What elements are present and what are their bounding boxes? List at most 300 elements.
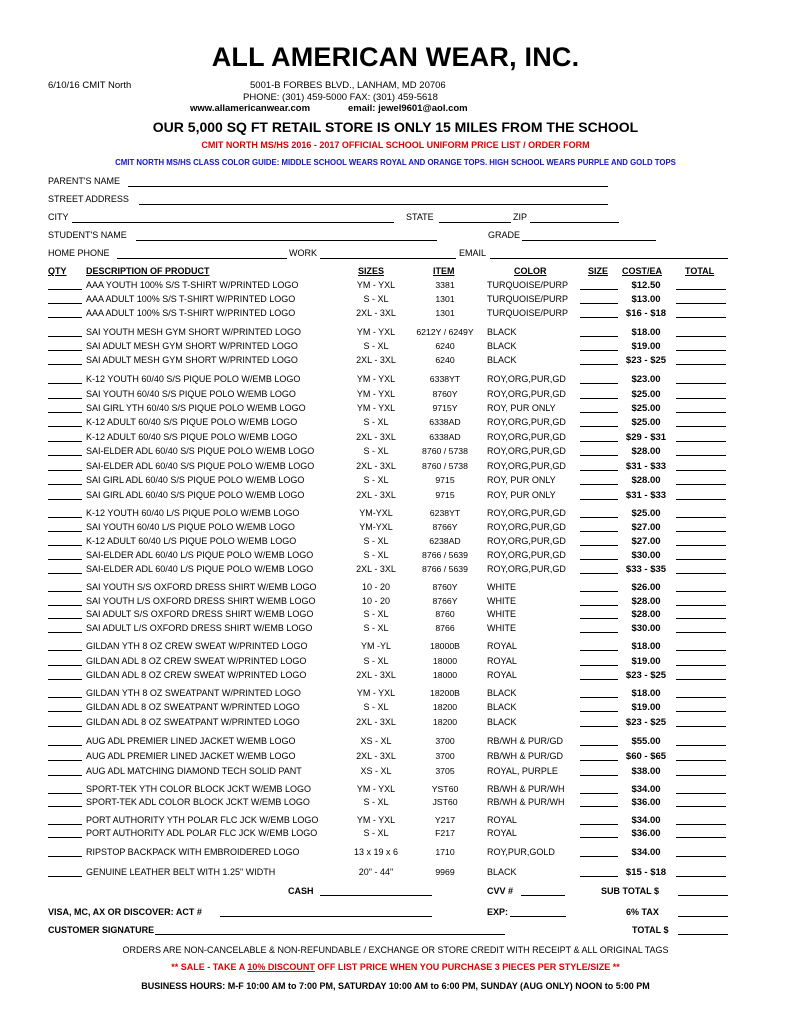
work-label: WORK <box>289 248 317 258</box>
qty-field[interactable] <box>48 697 82 698</box>
total-field[interactable] <box>676 591 726 592</box>
total-field[interactable] <box>676 650 726 651</box>
product-color: ROY,ORG,PUR,GD <box>487 522 566 532</box>
col-description: DESCRIPTION OF PRODUCT <box>86 266 210 276</box>
total-field[interactable] <box>676 726 726 727</box>
qty-field[interactable] <box>48 806 82 807</box>
size-field[interactable] <box>580 398 618 399</box>
color-guide: CMIT NORTH MS/HS CLASS COLOR GUIDE: MIDDLE SCHOOL WEARS ROYAL AND ORANGE TOPS. HIGH SCHOOL WEARS PURPLE AND GOLD TOPS <box>115 158 676 167</box>
total-field[interactable] <box>676 824 726 825</box>
state-field[interactable] <box>439 222 511 223</box>
product-cost: $25.00 <box>631 417 661 428</box>
product-item: 8760Y <box>432 582 458 592</box>
product-color: BLACK <box>487 867 517 877</box>
home-phone-field[interactable] <box>117 258 287 259</box>
total-field[interactable] <box>676 383 726 384</box>
product-description: SAI ADULT S/S OXFORD DRESS SHIRT W/EMB LOGO <box>86 609 314 619</box>
product-color: TURQUOISE/PURP <box>487 280 569 290</box>
product-cost: $23.00 <box>631 374 661 385</box>
qty-field[interactable] <box>48 383 82 384</box>
qty-field[interactable] <box>48 350 82 351</box>
table-row <box>0 355 791 368</box>
product-description: GENUINE LEATHER BELT WITH 1.25" WIDTH <box>86 867 276 877</box>
product-color: ROY,ORG,PUR,GD <box>487 417 566 427</box>
qty-field[interactable] <box>48 711 82 712</box>
product-cost: $25.00 <box>631 403 661 414</box>
student-name-field[interactable] <box>136 240 437 241</box>
qty-field[interactable] <box>48 559 82 560</box>
table-row <box>0 751 791 764</box>
product-sizes: 2XL - 3XL <box>356 751 396 761</box>
product-color: ROY, PUR ONLY <box>487 490 556 500</box>
table-row <box>0 389 791 402</box>
qty-field[interactable] <box>48 499 82 500</box>
street-address-field[interactable] <box>139 204 608 205</box>
size-field[interactable] <box>580 605 618 606</box>
product-item: 3381 <box>435 280 455 290</box>
qty-field[interactable] <box>48 650 82 651</box>
product-item: 9969 <box>435 867 455 877</box>
qty-field[interactable] <box>48 726 82 727</box>
product-description: SPORT-TEK ADL COLOR BLOCK JCKT W/EMB LOGO <box>86 797 310 807</box>
zip-field[interactable] <box>530 222 619 223</box>
size-field[interactable] <box>580 665 618 666</box>
product-cost: $30.00 <box>631 550 661 561</box>
size-field[interactable] <box>580 383 618 384</box>
total-field[interactable] <box>676 760 726 761</box>
product-item: 8766Y <box>432 522 458 532</box>
product-cost: $27.00 <box>631 536 661 547</box>
product-sizes: YM - YXL <box>356 815 396 825</box>
total-field[interactable] <box>676 426 726 427</box>
product-sizes: S - XL <box>363 623 389 633</box>
size-field[interactable] <box>580 303 618 304</box>
table-row <box>0 736 791 749</box>
product-sizes: S - XL <box>363 475 389 485</box>
product-color: ROY,ORG,PUR,GD <box>487 508 566 518</box>
product-sizes: S - XL <box>363 656 389 666</box>
table-row <box>0 403 791 416</box>
product-description: AUG ADL MATCHING DIAMOND TECH SOLID PANT <box>86 766 302 776</box>
grade-label: GRADE <box>488 230 521 240</box>
qty-field[interactable] <box>48 775 82 776</box>
total-field[interactable] <box>676 470 726 471</box>
product-cost: $25.00 <box>631 508 661 519</box>
product-item: 9715 <box>435 490 455 500</box>
product-sizes: S - XL <box>363 550 389 560</box>
product-cost: $16 - $18 <box>625 308 667 319</box>
size-field[interactable] <box>580 679 618 680</box>
total-field[interactable] <box>676 531 726 532</box>
qty-field[interactable] <box>48 398 82 399</box>
sale-note <box>0 962 791 972</box>
product-sizes: YM - YXL <box>356 688 396 698</box>
product-sizes: S - XL <box>363 294 389 304</box>
state-label: STATE <box>406 212 434 222</box>
product-item: 8760 / 5738 <box>422 461 468 471</box>
product-description: K-12 ADULT 60/40 L/S PIQUE POLO W/EMB LOGO <box>86 536 297 546</box>
parent-name-field[interactable] <box>128 186 608 187</box>
qty-field[interactable] <box>48 455 82 456</box>
size-field[interactable] <box>580 726 618 727</box>
size-field[interactable] <box>580 484 618 485</box>
table-row <box>0 656 791 669</box>
table-row <box>0 327 791 340</box>
total-field[interactable] <box>676 559 726 560</box>
total-field[interactable] <box>676 837 726 838</box>
product-item: F217 <box>435 828 455 838</box>
qty-field[interactable] <box>48 605 82 606</box>
table-row <box>0 417 791 430</box>
qty-field[interactable] <box>48 531 82 532</box>
product-cost: $31 - $33 <box>625 461 667 472</box>
product-sizes: 2XL - 3XL <box>356 461 396 471</box>
qty-field[interactable] <box>48 665 82 666</box>
product-description: PORT AUTHORITY YTH POLAR FLC JCK W/EMB LOGO <box>86 815 319 825</box>
col-size: SIZE <box>588 266 609 276</box>
total-field[interactable] <box>676 545 726 546</box>
table-row <box>0 784 791 797</box>
product-description: GILDAN ADL 8 OZ CREW SWEAT W/PRINTED LOGO <box>86 670 307 680</box>
product-color: RB/WH & PUR/WH <box>487 797 565 807</box>
product-color: RB/WH & PUR/WH <box>487 784 565 794</box>
size-field[interactable] <box>580 711 618 712</box>
product-color: ROY,ORG,PUR,GD <box>487 536 566 546</box>
product-cost: $30.00 <box>631 623 661 634</box>
tax-field[interactable] <box>678 916 728 917</box>
table-row <box>0 508 791 521</box>
qty-field[interactable] <box>48 426 82 427</box>
total-field[interactable] <box>676 745 726 746</box>
total-field[interactable] <box>676 484 726 485</box>
size-field[interactable] <box>580 559 618 560</box>
table-row <box>0 717 791 730</box>
product-cost: $12.50 <box>631 280 661 291</box>
product-color: BLACK <box>487 702 517 712</box>
city-field[interactable] <box>72 222 394 223</box>
product-color: ROY,PUR,GOLD <box>487 847 555 857</box>
table-row <box>0 294 791 307</box>
date-note: 6/10/16 CMIT North <box>48 80 132 91</box>
col-color: COLOR <box>514 266 547 276</box>
size-field[interactable] <box>580 441 618 442</box>
product-cost: $38.00 <box>631 766 661 777</box>
tax-label: 6% TAX <box>626 907 659 917</box>
product-sizes: S - XL <box>363 446 389 456</box>
size-field[interactable] <box>580 350 618 351</box>
qty-field[interactable] <box>48 303 82 304</box>
total-field[interactable] <box>676 441 726 442</box>
size-field[interactable] <box>580 545 618 546</box>
email-field[interactable] <box>490 258 728 259</box>
total-field[interactable] <box>676 573 726 574</box>
qty-field[interactable] <box>48 745 82 746</box>
size-field[interactable] <box>580 793 618 794</box>
product-item: 3705 <box>435 766 455 776</box>
table-row <box>0 670 791 683</box>
product-description: SAI-ELDER ADL 60/40 S/S PIQUE POLO W/EMB LOGO <box>86 461 315 471</box>
subtitle: CMIT NORTH MS/HS 2016 - 2017 OFFICIAL SCHOOL UNIFORM PRICE LIST / ORDER FORM <box>201 140 590 150</box>
total-field[interactable] <box>676 317 726 318</box>
size-field[interactable] <box>580 876 618 877</box>
size-field[interactable] <box>580 426 618 427</box>
size-field[interactable] <box>580 632 618 633</box>
table-row <box>0 446 791 459</box>
product-cost: $36.00 <box>631 797 661 808</box>
product-color: WHITE <box>487 582 516 592</box>
product-item: 9715 <box>435 475 455 485</box>
product-color: WHITE <box>487 623 516 633</box>
qty-field[interactable] <box>48 364 82 365</box>
product-description: PORT AUTHORITY ADL POLAR FLC JCK W/EMB LOGO <box>86 828 318 838</box>
col-item: ITEM <box>433 266 455 276</box>
total-field[interactable] <box>676 412 726 413</box>
product-description: K-12 YOUTH 60/40 L/S PIQUE POLO W/EMB LOGO <box>86 508 300 518</box>
phone-fax: PHONE: (301) 459-5000 FAX: (301) 459-5618 <box>243 92 438 103</box>
size-field[interactable] <box>580 775 618 776</box>
product-sizes: XS - XL <box>360 736 392 746</box>
total-field[interactable] <box>676 455 726 456</box>
parent-name-label: PARENT'S NAME <box>48 176 121 186</box>
product-color: ROY,ORG,PUR,GD <box>487 564 566 574</box>
qty-field[interactable] <box>48 824 82 825</box>
product-cost: $26.00 <box>631 582 661 593</box>
product-sizes: S - XL <box>363 702 389 712</box>
qty-field[interactable] <box>48 837 82 838</box>
size-field[interactable] <box>580 806 618 807</box>
qty-field[interactable] <box>48 336 82 337</box>
table-row <box>0 797 791 810</box>
product-sizes: 10 - 20 <box>361 596 391 606</box>
col-cost: COST/EA <box>622 266 663 276</box>
total-field[interactable] <box>676 856 726 857</box>
email-contact[interactable]: email: jewel9601@aol.com <box>348 103 468 114</box>
product-description: SAI YOUTH MESH GYM SHORT W/PRINTED LOGO <box>86 327 302 337</box>
product-cost: $18.00 <box>631 641 661 652</box>
size-field[interactable] <box>580 697 618 698</box>
product-description: SPORT-TEK YTH COLOR BLOCK JCKT W/EMB LOGO <box>86 784 312 794</box>
total-label: TOTAL $ <box>632 925 669 935</box>
product-sizes: 20" - 44" <box>358 867 394 877</box>
qty-field[interactable] <box>48 484 82 485</box>
product-sizes: S - XL <box>363 341 389 351</box>
size-field[interactable] <box>580 573 618 574</box>
size-field[interactable] <box>580 517 618 518</box>
street-address-label: STREET ADDRESS <box>48 194 129 204</box>
zip-label: ZIP <box>513 212 528 222</box>
total-field[interactable] <box>676 364 726 365</box>
table-row <box>0 550 791 563</box>
qty-field[interactable] <box>48 470 82 471</box>
size-field[interactable] <box>580 412 618 413</box>
total-field[interactable] <box>676 665 726 666</box>
total-field[interactable] <box>676 517 726 518</box>
size-field[interactable] <box>580 289 618 290</box>
product-description: SAI ADULT MESH GYM SHORT W/PRINTED LOGO <box>86 355 298 365</box>
product-sizes: XS - XL <box>360 766 392 776</box>
product-cost: $29 - $31 <box>625 432 667 443</box>
size-field[interactable] <box>580 824 618 825</box>
table-row <box>0 596 791 609</box>
table-row <box>0 847 791 860</box>
exp-field[interactable] <box>510 916 566 917</box>
size-field[interactable] <box>580 336 618 337</box>
total-field[interactable] <box>676 289 726 290</box>
total-field[interactable] <box>678 934 728 935</box>
total-field[interactable] <box>676 605 726 606</box>
product-sizes: 10 - 20 <box>361 582 391 592</box>
product-item: 6238YT <box>429 508 461 518</box>
size-field[interactable] <box>580 531 618 532</box>
size-field[interactable] <box>580 837 618 838</box>
product-description: SAI-ELDER ADL 60/40 S/S PIQUE POLO W/EMB LOGO <box>86 446 315 456</box>
total-field[interactable] <box>676 697 726 698</box>
size-field[interactable] <box>580 364 618 365</box>
product-item: Y217 <box>434 815 456 825</box>
table-row <box>0 461 791 474</box>
table-row <box>0 609 791 622</box>
product-sizes: S - XL <box>363 797 389 807</box>
product-cost: $31 - $33 <box>625 490 667 501</box>
size-field[interactable] <box>580 470 618 471</box>
product-cost: $23 - $25 <box>625 717 667 728</box>
total-field[interactable] <box>676 618 726 619</box>
work-field[interactable] <box>320 258 456 259</box>
total-field[interactable] <box>676 350 726 351</box>
product-description: SAI-ELDER ADL 60/40 L/S PIQUE POLO W/EMB LOGO <box>86 564 314 574</box>
product-color: ROY,ORG,PUR,GD <box>487 374 566 384</box>
product-item: 6338AD <box>429 432 461 442</box>
product-color: ROYAL <box>487 828 517 838</box>
sale-discount: 10% DISCOUNT <box>247 962 315 972</box>
total-field[interactable] <box>676 793 726 794</box>
product-color: ROY,ORG,PUR,GD <box>487 550 566 560</box>
total-field[interactable] <box>676 398 726 399</box>
company-name: ALL AMERICAN WEAR, INC. <box>211 42 580 72</box>
product-color: ROYAL, PURPLE <box>487 766 558 776</box>
card-label: VISA, MC, AX OR DISCOVER: ACT # <box>48 907 202 917</box>
total-field[interactable] <box>676 679 726 680</box>
qty-field[interactable] <box>48 573 82 574</box>
product-color: BLACK <box>487 355 517 365</box>
product-description: GILDAN ADL 8 OZ CREW SWEAT W/PRINTED LOGO <box>86 656 307 666</box>
qty-field[interactable] <box>48 618 82 619</box>
product-item: 8760Y <box>432 389 458 399</box>
cvv-field[interactable] <box>521 895 565 896</box>
signature-field[interactable] <box>155 934 505 935</box>
grade-field[interactable] <box>522 240 656 241</box>
product-cost: $15 - $18 <box>625 867 667 878</box>
product-cost: $60 - $65 <box>625 751 667 762</box>
subtotal-field[interactable] <box>678 895 728 896</box>
qty-field[interactable] <box>48 856 82 857</box>
product-item: 8766Y <box>432 596 458 606</box>
product-cost: $34.00 <box>631 815 661 826</box>
product-item: 18000 <box>432 656 458 666</box>
product-color: ROYAL <box>487 670 517 680</box>
product-item: 6240 <box>435 341 455 351</box>
qty-field[interactable] <box>48 876 82 877</box>
total-field[interactable] <box>676 303 726 304</box>
qty-field[interactable] <box>48 793 82 794</box>
total-field[interactable] <box>676 499 726 500</box>
product-item: 6212Y / 6249Y <box>416 327 474 337</box>
product-color: WHITE <box>487 609 516 619</box>
qty-field[interactable] <box>48 591 82 592</box>
exp-label: EXP: <box>487 907 509 917</box>
total-field[interactable] <box>676 632 726 633</box>
product-description: SAI YOUTH L/S OXFORD DRESS SHIRT W/EMB LOGO <box>86 596 316 606</box>
size-field[interactable] <box>580 618 618 619</box>
product-description: GILDAN ADL 8 OZ SWEATPANT W/PRINTED LOGO <box>86 717 300 727</box>
size-field[interactable] <box>580 650 618 651</box>
total-field[interactable] <box>676 806 726 807</box>
product-sizes: 2XL - 3XL <box>356 670 396 680</box>
product-color: TURQUOISE/PURP <box>487 294 569 304</box>
qty-field[interactable] <box>48 289 82 290</box>
product-sizes: YM - YXL <box>356 327 396 337</box>
qty-field[interactable] <box>48 412 82 413</box>
total-field[interactable] <box>676 711 726 712</box>
size-field[interactable] <box>580 317 618 318</box>
size-field[interactable] <box>580 455 618 456</box>
product-color: ROYAL <box>487 641 517 651</box>
total-field[interactable] <box>676 876 726 877</box>
qty-field[interactable] <box>48 632 82 633</box>
table-row <box>0 641 791 654</box>
total-field[interactable] <box>676 336 726 337</box>
qty-field[interactable] <box>48 545 82 546</box>
product-item: 6338YT <box>429 374 461 384</box>
table-row <box>0 688 791 701</box>
product-item: 3700 <box>435 736 455 746</box>
product-item: 6338AD <box>429 417 461 427</box>
product-description: GILDAN ADL 8 OZ SWEATPANT W/PRINTED LOGO <box>86 702 300 712</box>
product-cost: $18.00 <box>631 327 661 338</box>
qty-field[interactable] <box>48 517 82 518</box>
email-label: EMAIL <box>459 248 487 258</box>
col-total: TOTAL <box>685 266 715 276</box>
total-field[interactable] <box>676 775 726 776</box>
size-field[interactable] <box>580 760 618 761</box>
table-row <box>0 341 791 354</box>
product-description: SAI YOUTH S/S OXFORD DRESS SHIRT W/EMB LOGO <box>86 582 317 592</box>
product-description: SAI GIRL ADL 60/40 S/S PIQUE POLO W/EMB LOGO <box>86 490 305 500</box>
product-sizes: YM - YXL <box>356 784 396 794</box>
table-row <box>0 308 791 321</box>
qty-field[interactable] <box>48 441 82 442</box>
size-field[interactable] <box>580 856 618 857</box>
cash-field[interactable] <box>320 895 432 896</box>
product-cost: $18.00 <box>631 688 661 699</box>
website-link[interactable]: www.allamericanwear.com <box>190 103 311 114</box>
card-number-field[interactable] <box>220 916 432 917</box>
table-row <box>0 475 791 488</box>
qty-field[interactable] <box>48 317 82 318</box>
product-sizes: YM-YXL <box>359 508 393 518</box>
size-field[interactable] <box>580 745 618 746</box>
size-field[interactable] <box>580 591 618 592</box>
product-description: SAI YOUTH 60/40 L/S PIQUE POLO W/EMB LOGO <box>86 522 295 532</box>
product-cost: $28.00 <box>631 446 661 457</box>
qty-field[interactable] <box>48 679 82 680</box>
size-field[interactable] <box>580 499 618 500</box>
product-description: AAA ADULT 100% S/S T-SHIRT W/PRINTED LOGO <box>86 308 296 318</box>
product-item: 8766 / 5639 <box>422 550 468 560</box>
qty-field[interactable] <box>48 760 82 761</box>
product-cost: $33 - $35 <box>625 564 667 575</box>
product-sizes: 2XL - 3XL <box>356 432 396 442</box>
